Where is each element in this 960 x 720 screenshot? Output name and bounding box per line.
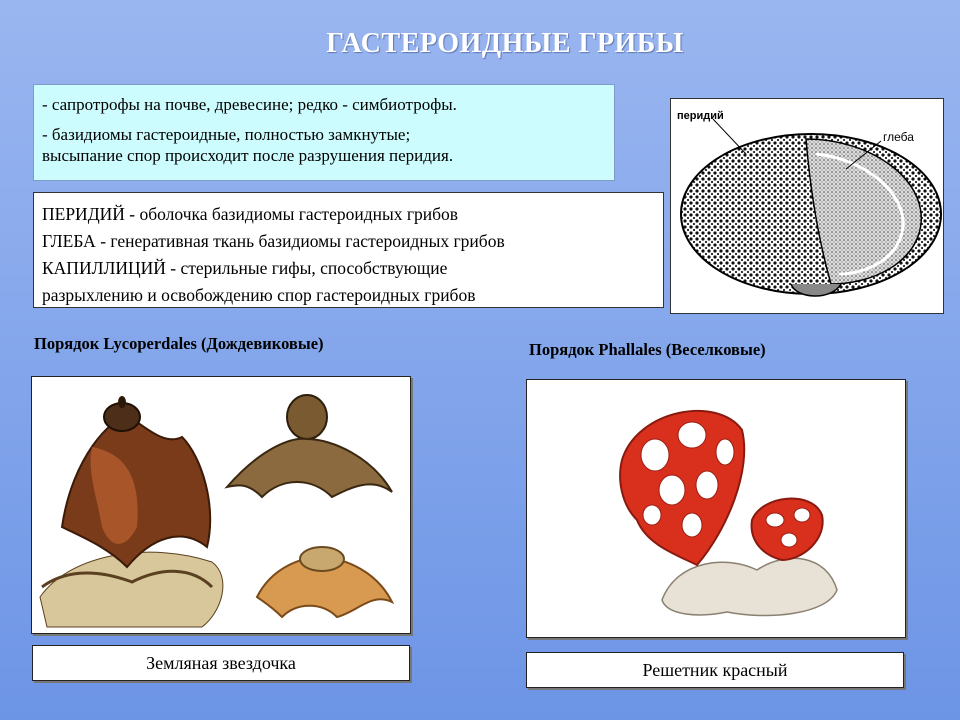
fruiting-body-diagram [670, 98, 944, 314]
order-lycoperdales-label: Порядок Lycoperdales (Дождевиковые) [34, 334, 324, 353]
clathrus-picture [527, 380, 905, 637]
caption-clathrus: Решетник красный [526, 652, 904, 688]
caption-earthstar: Земляная звездочка [32, 645, 410, 681]
fruiting-body-cross-section [671, 99, 943, 313]
definition-gleba: ГЛЕБА - генеративная ткань базидиомы гастероидных грибов [42, 231, 505, 251]
page-title: ГАСТЕРОИДНЫЕ ГРИБЫ [326, 28, 684, 59]
earthstar-picture [32, 377, 410, 633]
definition-peridium: ПЕРИДИЙ - оболочка базидиомы гастероидных грибов [42, 204, 459, 224]
clathrus-illustration [526, 379, 906, 638]
definition-capillitium-cont: разрыхлению и освобождению спор гастероидных грибов [42, 285, 476, 305]
definition-capillitium: КАПИЛЛИЦИЙ - стерильные гифы, способствующие [42, 258, 448, 278]
earthstar-illustration [31, 376, 411, 634]
info-box [33, 84, 615, 181]
label-gleba: глеба [883, 130, 914, 144]
info-line-ecology: - сапротрофы на почве, древесине; редко - симбиотрофы. [42, 95, 457, 114]
definitions-box [33, 192, 664, 308]
label-peridium: перидий [677, 110, 724, 122]
info-line-spores: высыпание спор происходит после разрушения перидия. [42, 146, 454, 165]
order-phallales-label: Порядок Phallales (Веселковые) [529, 340, 766, 359]
info-line-basidioma: - базидиомы гастероидные, полностью замкнутые; [42, 125, 411, 144]
